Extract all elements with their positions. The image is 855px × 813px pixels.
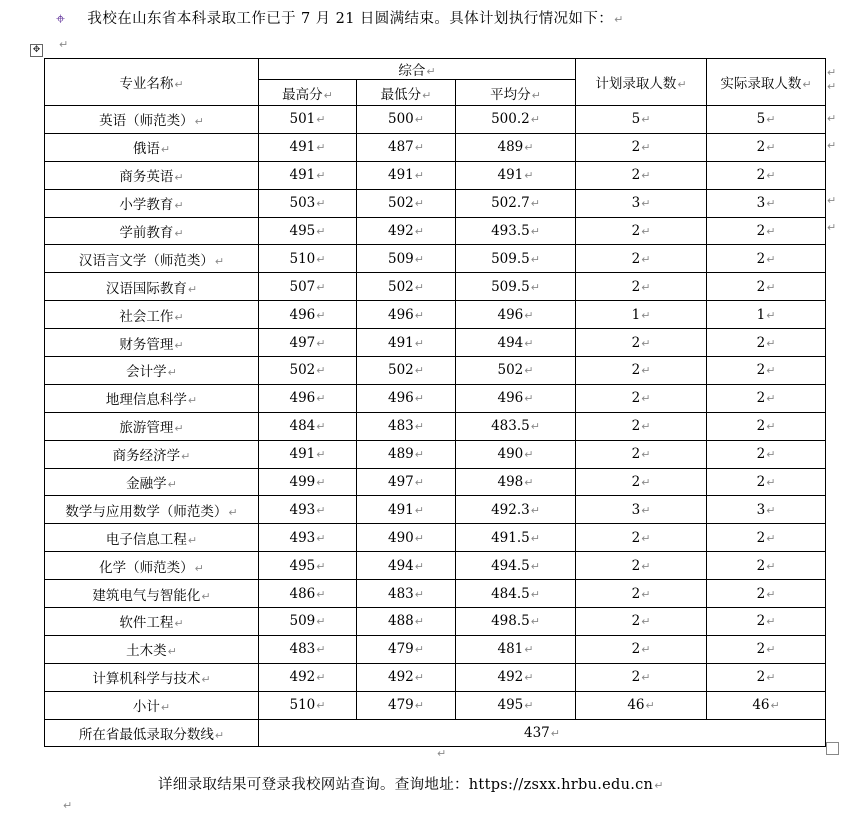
cell-min: 490↵ (357, 524, 456, 552)
paragraph-mark: ↵ (654, 779, 664, 792)
cell-major: 俄语↵ (45, 133, 259, 161)
cell-avg: 484.5↵ (456, 580, 576, 608)
cell-major: 计算机科学与技术↵ (45, 663, 259, 691)
cell-major: 数学与应用数学（师范类）↵ (45, 496, 259, 524)
cell-avg: 493.5↵ (456, 217, 576, 245)
table-row (45, 245, 826, 273)
cell-max: 496↵ (259, 384, 357, 412)
table-row (45, 329, 826, 357)
cell-max: 496↵ (259, 301, 357, 329)
table-row (45, 440, 826, 468)
table-row (45, 301, 826, 329)
cell-major: 会计学↵ (45, 357, 259, 385)
cell-planned: 2↵ (576, 552, 707, 580)
cell-actual: 2↵ (707, 357, 826, 385)
cell-actual: 2↵ (707, 440, 826, 468)
paragraph-mark: ↵ (437, 747, 447, 760)
header-actual: 实际录取人数↵ (707, 59, 826, 106)
intro-text: 我校在山东省本科录取工作已于 7 月 21 日圆满结束。具体计划执行情况如下： (87, 11, 614, 27)
cell-actual: 1↵ (707, 301, 826, 329)
cell-planned: 1↵ (576, 301, 707, 329)
cell-min: 483↵ (357, 412, 456, 440)
table-row (45, 608, 826, 636)
cell-avg: 502↵ (456, 357, 576, 385)
cell-avg: 494↵ (456, 329, 576, 357)
cell-actual: 2↵ (707, 635, 826, 663)
cell-major: 商务英语↵ (45, 161, 259, 189)
cell-actual: 3↵ (707, 189, 826, 217)
cell-avg: 492↵ (456, 663, 576, 691)
cell-actual: 2↵ (707, 329, 826, 357)
cell-major: 电子信息工程↵ (45, 524, 259, 552)
paragraph-mark: ↵ (59, 38, 69, 51)
cell-planned: 2↵ (576, 608, 707, 636)
cell-planned: 2↵ (576, 524, 707, 552)
header-composite: 综合↵ (259, 59, 576, 80)
cell-avg: 492.3↵ (456, 496, 576, 524)
anchor-icon: ⌖ (56, 9, 66, 28)
cell-planned: 2↵ (576, 635, 707, 663)
cell-max: 491↵ (259, 161, 357, 189)
cell-major: 金融学↵ (45, 468, 259, 496)
cell-major: 小学教育↵ (45, 189, 259, 217)
row-end-mark: ↵ (827, 194, 837, 207)
cell-max: 499↵ (259, 468, 357, 496)
header-planned: 计划录取人数↵ (576, 59, 707, 106)
cell-min: 496↵ (357, 301, 456, 329)
cell-planned: 2↵ (576, 161, 707, 189)
row-end-mark: ↵ (827, 139, 837, 152)
footer-text: 详细录取结果可登录我校网站查询。查询地址：https://zsxx.hrbu.edu.cn (158, 777, 654, 793)
row-end-mark: ↵ (827, 112, 837, 125)
table-row (45, 663, 826, 691)
min-score-value: 437↵ (259, 719, 826, 747)
table-row (45, 217, 826, 245)
table-row (45, 189, 826, 217)
cell-major: 财务管理↵ (45, 329, 259, 357)
cell-max: 495↵ (259, 552, 357, 580)
cell-avg: 481↵ (456, 635, 576, 663)
cell-planned: 2↵ (576, 329, 707, 357)
admission-table (44, 58, 826, 747)
cell-min: 488↵ (357, 608, 456, 636)
table-row (45, 133, 826, 161)
cell-max: 493↵ (259, 524, 357, 552)
cell-max: 484↵ (259, 412, 357, 440)
footer-note (158, 773, 664, 794)
cell-max: 497↵ (259, 329, 357, 357)
cell-avg: 494.5↵ (456, 552, 576, 580)
cell-avg: 483.5↵ (456, 412, 576, 440)
cell-min: 491↵ (357, 161, 456, 189)
table-resize-handle[interactable] (826, 742, 839, 755)
cell-max: 502↵ (259, 357, 357, 385)
table-row (45, 106, 826, 134)
cell-min: 502↵ (357, 357, 456, 385)
cell-avg: 500.2↵ (456, 106, 576, 134)
cell-max: 483↵ (259, 635, 357, 663)
cell-planned: 3↵ (576, 189, 707, 217)
cell-avg: 489↵ (456, 133, 576, 161)
cell-min: 502↵ (357, 189, 456, 217)
cell-max: 493↵ (259, 496, 357, 524)
cell-planned: 2↵ (576, 384, 707, 412)
cell-max: 486↵ (259, 580, 357, 608)
table-move-handle-icon[interactable]: ✥ (30, 44, 43, 57)
header-min: 最低分↵ (357, 80, 456, 106)
row-end-mark: ↵ (827, 66, 837, 79)
cell-min: 500↵ (357, 106, 456, 134)
cell-avg: 495↵ (456, 691, 576, 719)
cell-major: 社会工作↵ (45, 301, 259, 329)
table-row (45, 412, 826, 440)
cell-max: 509↵ (259, 608, 357, 636)
cell-actual: 2↵ (707, 468, 826, 496)
cell-major: 土木类↵ (45, 635, 259, 663)
cell-min: 494↵ (357, 552, 456, 580)
cell-major: 地理信息科学↵ (45, 384, 259, 412)
cell-avg: 491.5↵ (456, 524, 576, 552)
cell-major: 英语（师范类）↵ (45, 106, 259, 134)
cell-actual: 2↵ (707, 412, 826, 440)
cell-min: 497↵ (357, 468, 456, 496)
cell-major: 学前教育↵ (45, 217, 259, 245)
cell-planned: 2↵ (576, 663, 707, 691)
table-row (45, 552, 826, 580)
header-max: 最高分↵ (259, 80, 357, 106)
table-row (45, 357, 826, 385)
cell-actual: 2↵ (707, 245, 826, 273)
table-row (45, 384, 826, 412)
cell-actual: 2↵ (707, 552, 826, 580)
cell-actual: 2↵ (707, 608, 826, 636)
table-row (45, 468, 826, 496)
cell-max: 501↵ (259, 106, 357, 134)
intro-paragraph (56, 7, 624, 28)
paragraph-mark: ↵ (614, 13, 624, 26)
cell-min: 479↵ (357, 691, 456, 719)
cell-actual: 3↵ (707, 496, 826, 524)
header-avg: 平均分↵ (456, 80, 576, 106)
cell-min: 491↵ (357, 329, 456, 357)
cell-avg: 509.5↵ (456, 245, 576, 273)
table-row (45, 691, 826, 719)
cell-max: 503↵ (259, 189, 357, 217)
table-row (45, 496, 826, 524)
cell-avg: 498.5↵ (456, 608, 576, 636)
min-score-label: 所在省最低录取分数线↵ (45, 719, 259, 747)
cell-avg: 502.7↵ (456, 189, 576, 217)
cell-min: 483↵ (357, 580, 456, 608)
cell-major: 商务经济学↵ (45, 440, 259, 468)
cell-planned: 3↵ (576, 496, 707, 524)
cell-actual: 2↵ (707, 133, 826, 161)
cell-min: 502↵ (357, 273, 456, 301)
cell-planned: 2↵ (576, 217, 707, 245)
table-row (45, 524, 826, 552)
table-row (45, 273, 826, 301)
cell-min: 492↵ (357, 663, 456, 691)
paragraph-mark: ↵ (63, 799, 73, 812)
cell-min: 479↵ (357, 635, 456, 663)
cell-actual: 2↵ (707, 161, 826, 189)
cell-major: 小计↵ (45, 691, 259, 719)
cell-major: 汉语国际教育↵ (45, 273, 259, 301)
cell-avg: 498↵ (456, 468, 576, 496)
cell-avg: 509.5↵ (456, 273, 576, 301)
cell-max: 491↵ (259, 133, 357, 161)
cell-min: 489↵ (357, 440, 456, 468)
cell-max: 491↵ (259, 440, 357, 468)
cell-actual: 2↵ (707, 384, 826, 412)
cell-actual: 2↵ (707, 217, 826, 245)
cell-max: 492↵ (259, 663, 357, 691)
cell-planned: 46↵ (576, 691, 707, 719)
cell-min: 487↵ (357, 133, 456, 161)
cell-major: 汉语言文学（师范类）↵ (45, 245, 259, 273)
cell-avg: 490↵ (456, 440, 576, 468)
cell-actual: 2↵ (707, 580, 826, 608)
table-row (45, 580, 826, 608)
cell-planned: 2↵ (576, 412, 707, 440)
cell-min: 492↵ (357, 217, 456, 245)
cell-major: 软件工程↵ (45, 608, 259, 636)
cell-planned: 2↵ (576, 245, 707, 273)
min-score-row (45, 719, 826, 747)
row-end-mark: ↵ (827, 80, 837, 93)
cell-min: 491↵ (357, 496, 456, 524)
cell-min: 496↵ (357, 384, 456, 412)
cell-planned: 5↵ (576, 106, 707, 134)
cell-max: 510↵ (259, 691, 357, 719)
cell-actual: 5↵ (707, 106, 826, 134)
cell-max: 507↵ (259, 273, 357, 301)
cell-planned: 2↵ (576, 440, 707, 468)
cell-max: 495↵ (259, 217, 357, 245)
cell-avg: 491↵ (456, 161, 576, 189)
cell-actual: 2↵ (707, 273, 826, 301)
cell-actual: 46↵ (707, 691, 826, 719)
cell-planned: 2↵ (576, 273, 707, 301)
cell-max: 510↵ (259, 245, 357, 273)
cell-min: 509↵ (357, 245, 456, 273)
cell-major: 化学（师范类）↵ (45, 552, 259, 580)
cell-planned: 2↵ (576, 357, 707, 385)
row-end-mark: ↵ (827, 221, 837, 234)
cell-major: 旅游管理↵ (45, 412, 259, 440)
cell-actual: 2↵ (707, 524, 826, 552)
cell-actual: 2↵ (707, 663, 826, 691)
table-row (45, 635, 826, 663)
cell-planned: 2↵ (576, 580, 707, 608)
cell-planned: 2↵ (576, 133, 707, 161)
table-row (45, 161, 826, 189)
cell-avg: 496↵ (456, 384, 576, 412)
header-major: 专业名称↵ (45, 59, 259, 106)
cell-planned: 2↵ (576, 468, 707, 496)
cell-major: 建筑电气与智能化↵ (45, 580, 259, 608)
cell-avg: 496↵ (456, 301, 576, 329)
